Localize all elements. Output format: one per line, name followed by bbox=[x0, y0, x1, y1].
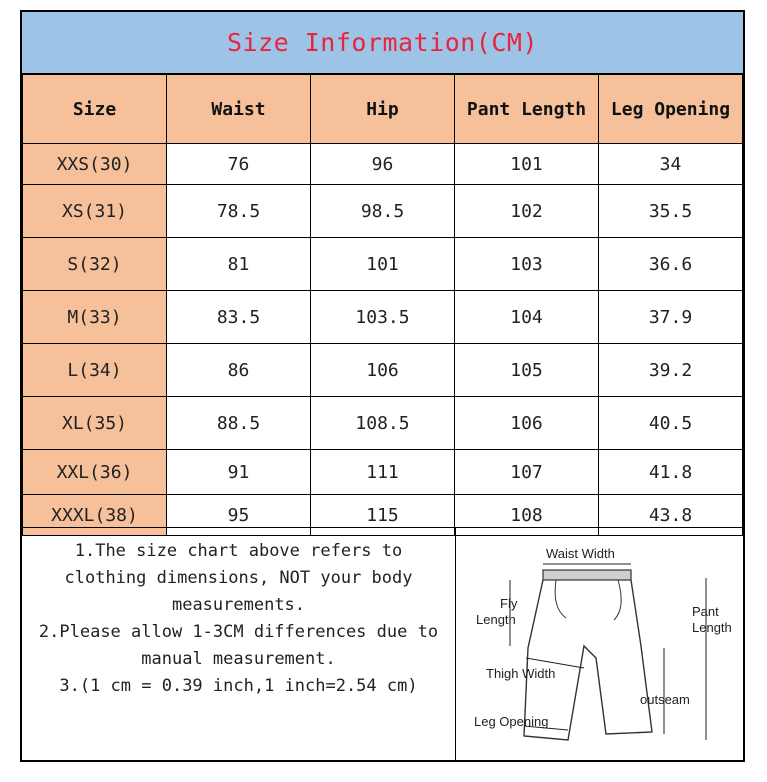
cell-size: XXL(36) bbox=[23, 450, 167, 495]
cell-hip: 111 bbox=[311, 450, 455, 495]
table-row bbox=[23, 238, 743, 291]
table-row bbox=[23, 291, 743, 344]
leg-opening-label: Leg Opening bbox=[474, 714, 549, 729]
header-waist: Waist bbox=[167, 75, 311, 144]
cell-pant-length: 104 bbox=[455, 291, 599, 344]
cell-size: XS(31) bbox=[23, 185, 167, 238]
cell-size: L(34) bbox=[23, 344, 167, 397]
header-pant-length: Pant Length bbox=[455, 75, 599, 144]
cell-waist: 78.5 bbox=[167, 185, 311, 238]
pants-drawing-icon bbox=[456, 528, 745, 758]
cell-waist: 83.5 bbox=[167, 291, 311, 344]
size-chart bbox=[20, 10, 745, 762]
cell-hip: 108.5 bbox=[311, 397, 455, 450]
cell-waist: 91 bbox=[167, 450, 311, 495]
table-row bbox=[23, 397, 743, 450]
cell-hip: 115 bbox=[311, 495, 455, 536]
cell-leg-opening: 41.8 bbox=[599, 450, 743, 495]
table-row bbox=[23, 344, 743, 397]
cell-size: S(32) bbox=[23, 238, 167, 291]
cell-leg-opening: 43.8 bbox=[599, 495, 743, 536]
cell-hip: 101 bbox=[311, 238, 455, 291]
pocket-right-shape bbox=[614, 580, 621, 620]
cell-leg-opening: 35.5 bbox=[599, 185, 743, 238]
pants-diagram bbox=[456, 528, 743, 760]
notes-panel bbox=[22, 528, 456, 760]
waistband-shape bbox=[543, 570, 631, 580]
header-hip: Hip bbox=[311, 75, 455, 144]
cell-leg-opening: 39.2 bbox=[599, 344, 743, 397]
note-2: 2.Please allow 1-3CM differences due to manual measurement. bbox=[38, 622, 439, 669]
pant-length-label-1: Pant bbox=[692, 604, 719, 619]
cell-leg-opening: 36.6 bbox=[599, 238, 743, 291]
cell-waist: 76 bbox=[167, 144, 311, 185]
cell-leg-opening: 40.5 bbox=[599, 397, 743, 450]
cell-pant-length: 106 bbox=[455, 397, 599, 450]
cell-waist: 86 bbox=[167, 344, 311, 397]
cell-size: XL(35) bbox=[23, 397, 167, 450]
chart-title: Size Information(CM) bbox=[22, 12, 743, 74]
cell-hip: 96 bbox=[311, 144, 455, 185]
cell-pant-length: 107 bbox=[455, 450, 599, 495]
fly-length-label-1: Fly bbox=[500, 596, 518, 611]
header-row bbox=[23, 75, 743, 144]
pocket-left-shape bbox=[555, 580, 566, 618]
note-3: 3.(1 cm = 0.39 inch,1 inch=2.54 cm) bbox=[59, 676, 418, 696]
cell-hip: 98.5 bbox=[311, 185, 455, 238]
table-row bbox=[23, 144, 743, 185]
cell-pant-length: 101 bbox=[455, 144, 599, 185]
cell-pant-length: 102 bbox=[455, 185, 599, 238]
cell-pant-length: 105 bbox=[455, 344, 599, 397]
waist-width-label: Waist Width bbox=[546, 546, 615, 561]
cell-leg-opening: 37.9 bbox=[599, 291, 743, 344]
note-1: 1.The size chart above refers to clothing dimensions, NOT your body measurements. bbox=[64, 541, 413, 615]
cell-size: XXS(30) bbox=[23, 144, 167, 185]
table-row bbox=[23, 450, 743, 495]
cell-size: XXXL(38) bbox=[23, 495, 167, 536]
header-size: Size bbox=[23, 75, 167, 144]
size-table bbox=[22, 74, 743, 536]
cell-hip: 103.5 bbox=[311, 291, 455, 344]
thigh-width-label: Thigh Width bbox=[486, 666, 556, 681]
pant-length-label-2: Length bbox=[692, 620, 732, 635]
fly-length-label-2: Length bbox=[476, 612, 516, 627]
cell-waist: 95 bbox=[167, 495, 311, 536]
table-row bbox=[23, 185, 743, 238]
bottom-section bbox=[22, 527, 743, 760]
cell-leg-opening: 34 bbox=[599, 144, 743, 185]
cell-waist: 88.5 bbox=[167, 397, 311, 450]
outseam-label: outseam bbox=[640, 692, 690, 707]
cell-size: M(33) bbox=[23, 291, 167, 344]
cell-pant-length: 103 bbox=[455, 238, 599, 291]
cell-pant-length: 108 bbox=[455, 495, 599, 536]
cell-hip: 106 bbox=[311, 344, 455, 397]
cell-waist: 81 bbox=[167, 238, 311, 291]
header-leg-opening: Leg Opening bbox=[599, 75, 743, 144]
